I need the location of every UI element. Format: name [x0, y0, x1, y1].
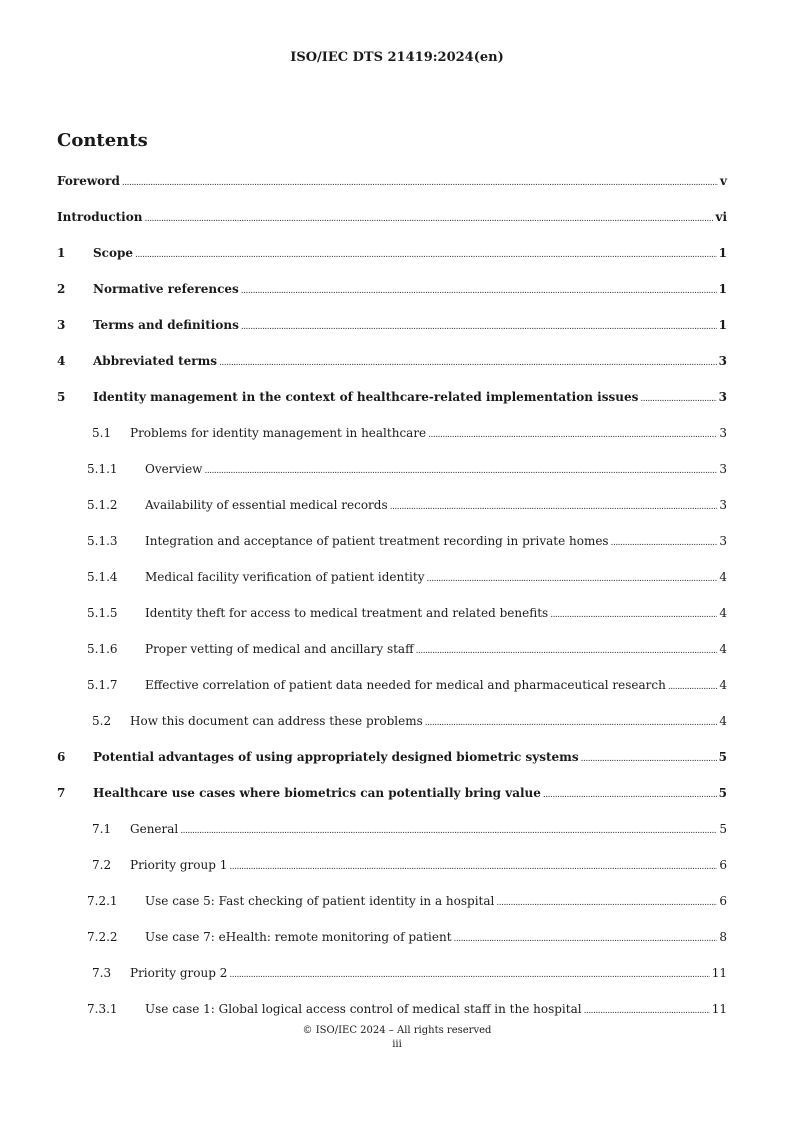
toc-page: 4: [719, 570, 727, 584]
toc-entry-1[interactable]: [57, 242, 727, 264]
toc-title: Priority group 2: [130, 966, 228, 980]
leader-dots: [241, 316, 717, 338]
toc-entry-5-2[interactable]: [57, 710, 727, 732]
toc-page: 6: [719, 858, 727, 872]
toc-title: Medical facility verification of patient identity: [145, 570, 425, 584]
page-number: iii: [392, 1039, 402, 1050]
toc-entry-introduction[interactable]: [57, 206, 727, 228]
toc-number: 5.1: [92, 426, 112, 440]
toc-entry-6[interactable]: [57, 746, 727, 768]
toc-title: Identity management in the context of healthcare-related implementation issues: [93, 390, 639, 404]
leader-dots: [550, 604, 717, 626]
toc-page: 4: [719, 642, 727, 656]
leader-dots: [543, 784, 717, 806]
toc-page: 3: [719, 462, 727, 476]
toc-page: 1: [718, 318, 727, 332]
toc-number: 5: [57, 390, 66, 404]
leader-dots: [581, 748, 717, 770]
leader-dots: [425, 712, 718, 734]
toc-title: Terms and definitions: [93, 318, 239, 332]
toc-number: 5.1.1: [87, 462, 118, 476]
toc-number: 7.3: [92, 966, 112, 980]
toc-page: 1: [718, 246, 727, 260]
toc-number: 3: [57, 318, 66, 332]
toc-number: 6: [57, 750, 66, 764]
toc-title: Introduction: [57, 210, 143, 224]
toc-title: Priority group 1: [130, 858, 228, 872]
toc-entry-5-1-6[interactable]: [57, 638, 727, 660]
toc-number: 5.1.5: [87, 606, 118, 620]
leader-dots: [428, 424, 717, 446]
leader-dots: [640, 388, 716, 410]
toc-entry-7-2[interactable]: [57, 854, 727, 876]
toc-entry-7-1[interactable]: [57, 818, 727, 840]
toc-page: 4: [719, 678, 727, 692]
toc-title: Identity theft for access to medical treatment and related benefits: [145, 606, 549, 620]
toc-entry-7-3-1[interactable]: [57, 998, 727, 1020]
toc-entry-4[interactable]: [57, 350, 727, 372]
toc-number: 1: [57, 246, 66, 260]
toc-number: 7.2: [92, 858, 112, 872]
leader-dots: [427, 568, 718, 590]
toc-number: 5.1.7: [87, 678, 118, 692]
toc-title: Overview: [145, 462, 203, 476]
leader-dots: [390, 496, 718, 518]
toc-title: Healthcare use cases where biometrics can potentially bring value: [93, 786, 541, 800]
leader-dots: [229, 964, 709, 986]
toc-title: Foreword: [57, 174, 120, 188]
toc-number: 7.3.1: [87, 1002, 118, 1016]
toc-entry-2[interactable]: [57, 278, 727, 300]
toc-entry-7-2-2[interactable]: [57, 926, 727, 948]
leader-dots: [122, 172, 718, 194]
toc-title: Effective correlation of patient data needed for medical and pharmaceutical research: [145, 678, 666, 692]
toc-title: How this document can address these problems: [130, 714, 423, 728]
toc-entry-5-1-4[interactable]: [57, 566, 727, 588]
toc-title: General: [130, 822, 179, 836]
toc-title: Scope: [93, 246, 134, 260]
toc-title: Abbreviated terms: [93, 354, 218, 368]
toc-title: Use case 7: eHealth: remote monitoring of patient: [145, 930, 452, 944]
toc-entry-7-3[interactable]: [57, 962, 727, 984]
leader-dots: [144, 208, 713, 230]
table-of-contents: [57, 170, 727, 1034]
toc-title: Integration and acceptance of patient treatment recording in private homes: [145, 534, 609, 548]
toc-number: 5.1.3: [87, 534, 118, 548]
toc-title: Availability of essential medical records: [145, 498, 388, 512]
copyright-notice: © ISO/IEC 2024 – All rights reserved: [302, 1025, 492, 1036]
leader-dots: [416, 640, 718, 662]
toc-title: Use case 5: Fast checking of patient identity in a hospital: [145, 894, 495, 908]
leader-dots: [180, 820, 717, 842]
toc-title: Proper vetting of medical and ancillary staff: [145, 642, 414, 656]
toc-page: 11: [711, 1002, 727, 1016]
contents-heading: Contents: [57, 130, 148, 151]
toc-title: Potential advantages of using appropriately designed biometric systems: [93, 750, 579, 764]
toc-number: 5.1.2: [87, 498, 118, 512]
toc-entry-5-1-7[interactable]: [57, 674, 727, 696]
toc-page: vi: [715, 210, 727, 224]
toc-entry-5-1-1[interactable]: [57, 458, 727, 480]
toc-number: 5.2: [92, 714, 112, 728]
toc-title: Problems for identity management in healthcare: [130, 426, 427, 440]
toc-page: 3: [719, 498, 727, 512]
toc-page: 11: [711, 966, 727, 980]
leader-dots: [496, 892, 717, 914]
leader-dots: [668, 676, 718, 698]
toc-page: 8: [719, 930, 727, 944]
toc-entry-5[interactable]: [57, 386, 727, 408]
toc-page: 4: [719, 714, 727, 728]
toc-number: 5.1.4: [87, 570, 118, 584]
leader-dots: [454, 928, 718, 950]
toc-page: 3: [719, 534, 727, 548]
toc-title: Normative references: [93, 282, 239, 296]
leader-dots: [204, 460, 717, 482]
toc-page: 5: [718, 750, 727, 764]
toc-entry-7[interactable]: [57, 782, 727, 804]
toc-entry-5-1-3[interactable]: [57, 530, 727, 552]
toc-number: 7.2.2: [87, 930, 118, 944]
leader-dots: [611, 532, 718, 554]
toc-page: 5: [719, 822, 727, 836]
toc-page: 5: [718, 786, 727, 800]
toc-entry-foreword[interactable]: [57, 170, 727, 192]
toc-number: 7.2.1: [87, 894, 118, 908]
leader-dots: [584, 1000, 710, 1022]
toc-number: 5.1.6: [87, 642, 118, 656]
toc-number: 7.1: [92, 822, 112, 836]
leader-dots: [229, 856, 717, 878]
toc-page: 3: [718, 354, 727, 368]
page-footer: [0, 1024, 794, 1052]
toc-entry-5-1[interactable]: [57, 422, 727, 444]
toc-page: 6: [719, 894, 727, 908]
toc-entry-3[interactable]: [57, 314, 727, 336]
leader-dots: [241, 280, 717, 302]
toc-page: 1: [718, 282, 727, 296]
toc-number: 7: [57, 786, 66, 800]
toc-number: 2: [57, 282, 66, 296]
toc-title: Use case 1: Global logical access control of medical staff in the hospital: [145, 1002, 582, 1016]
toc-page: 3: [719, 426, 727, 440]
leader-dots: [219, 352, 717, 374]
toc-entry-5-1-2[interactable]: [57, 494, 727, 516]
leader-dots: [135, 244, 717, 266]
toc-number: 4: [57, 354, 66, 368]
document-header: ISO/IEC DTS 21419:2024(en): [290, 50, 504, 65]
toc-page: v: [720, 174, 727, 188]
toc-entry-5-1-5[interactable]: [57, 602, 727, 624]
toc-page: 3: [718, 390, 727, 404]
toc-page: 4: [719, 606, 727, 620]
toc-entry-7-2-1[interactable]: [57, 890, 727, 912]
